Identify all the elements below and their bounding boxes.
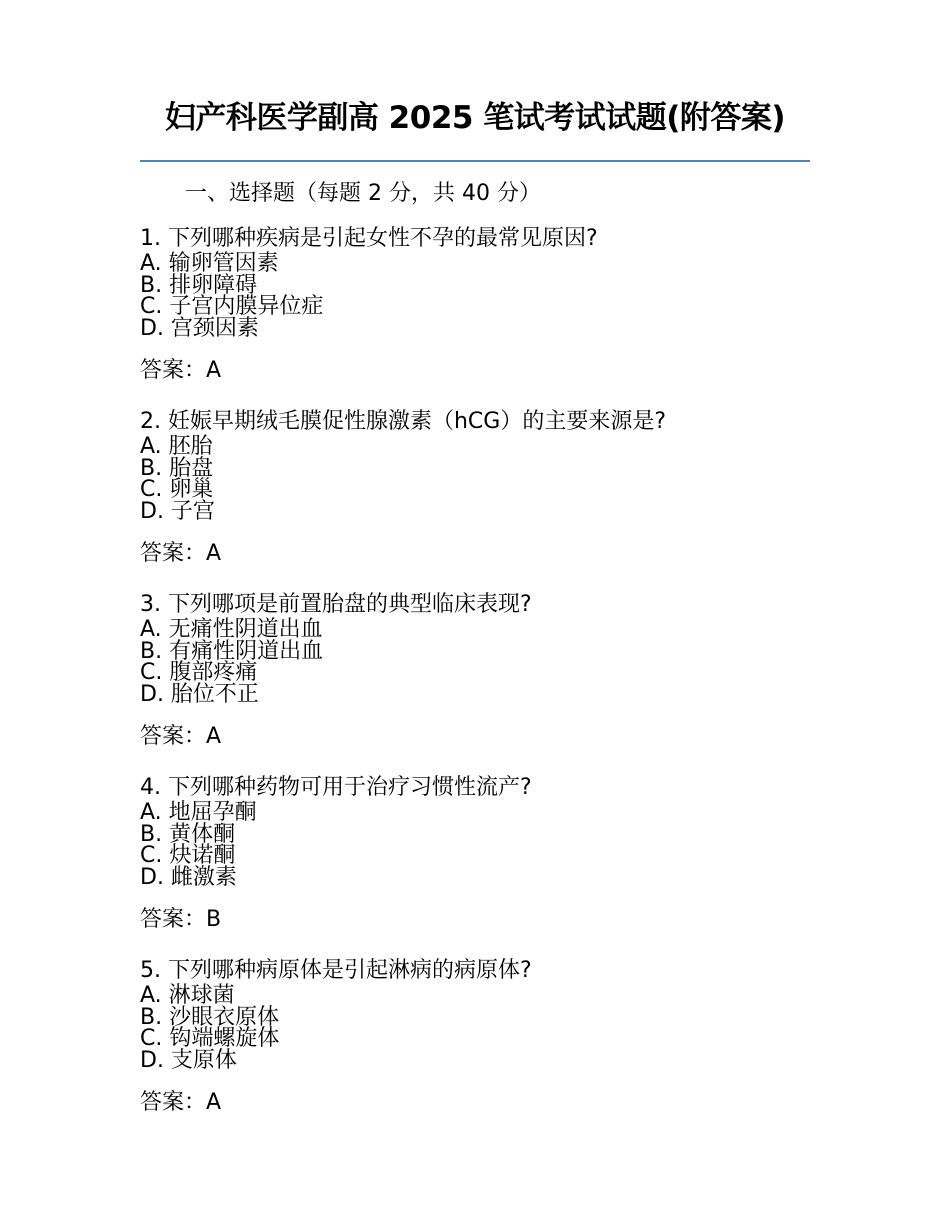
option-c: C. 腹部疼痛 — [140, 660, 258, 685]
title-underline — [140, 160, 810, 162]
answer-line: 答案：A — [140, 724, 222, 749]
option-d: D. 宫颈因素 — [140, 315, 259, 341]
option-a: A. 无痛性阴道出血 — [140, 617, 323, 642]
question-item — [140, 225, 840, 385]
answer-line: 答案：A — [140, 1090, 222, 1115]
question-item — [140, 774, 840, 934]
question-text: 5. 下列哪种病原体是引起淋病的病原体? — [140, 958, 532, 983]
option-c: C. 子宫内膜异位症 — [140, 294, 324, 319]
answer-line: 答案：A — [140, 541, 222, 566]
option-c: C. 卵巢 — [140, 477, 214, 502]
question-item — [140, 408, 840, 568]
section-heading: 一、选择题（每题 2 分，共 40 分） — [185, 181, 541, 206]
answer-line: 答案：B — [140, 907, 222, 932]
option-b: B. 排卵障碍 — [140, 272, 258, 298]
question-list — [140, 225, 840, 1140]
question-item — [140, 591, 840, 751]
question-text: 3. 下列哪项是前置胎盘的典型临床表现? — [140, 592, 532, 617]
answer-line: 答案：A — [140, 358, 222, 383]
option-b: B. 有痛性阴道出血 — [140, 638, 324, 664]
option-a: A. 胚胎 — [140, 434, 213, 459]
option-d: D. 胎位不正 — [140, 681, 259, 707]
question-text: 1. 下列哪种疾病是引起女性不孕的最常见原因? — [140, 226, 598, 251]
question-item — [140, 957, 840, 1117]
option-a: A. 淋球菌 — [140, 983, 235, 1008]
option-d: D. 支原体 — [140, 1047, 237, 1073]
option-a: A. 地屈孕酮 — [140, 800, 257, 825]
option-b: B. 黄体酮 — [140, 821, 236, 847]
question-text: 2. 妊娠早期绒毛膜促性腺激素（hCG）的主要来源是? — [140, 409, 667, 434]
question-text: 4. 下列哪种药物可用于治疗习惯性流产? — [140, 775, 532, 800]
option-b: B. 沙眼衣原体 — [140, 1004, 280, 1030]
option-b: B. 胎盘 — [140, 455, 214, 481]
option-a: A. 输卵管因素 — [140, 251, 279, 276]
option-d: D. 子宫 — [140, 498, 215, 524]
option-c: C. 炔诺酮 — [140, 843, 236, 868]
option-c: C. 钩端螺旋体 — [140, 1026, 280, 1051]
option-d: D. 雌激素 — [140, 864, 237, 890]
document-title: 妇产科医学副高 2025 笔试考试试题(附答案) — [164, 100, 786, 136]
